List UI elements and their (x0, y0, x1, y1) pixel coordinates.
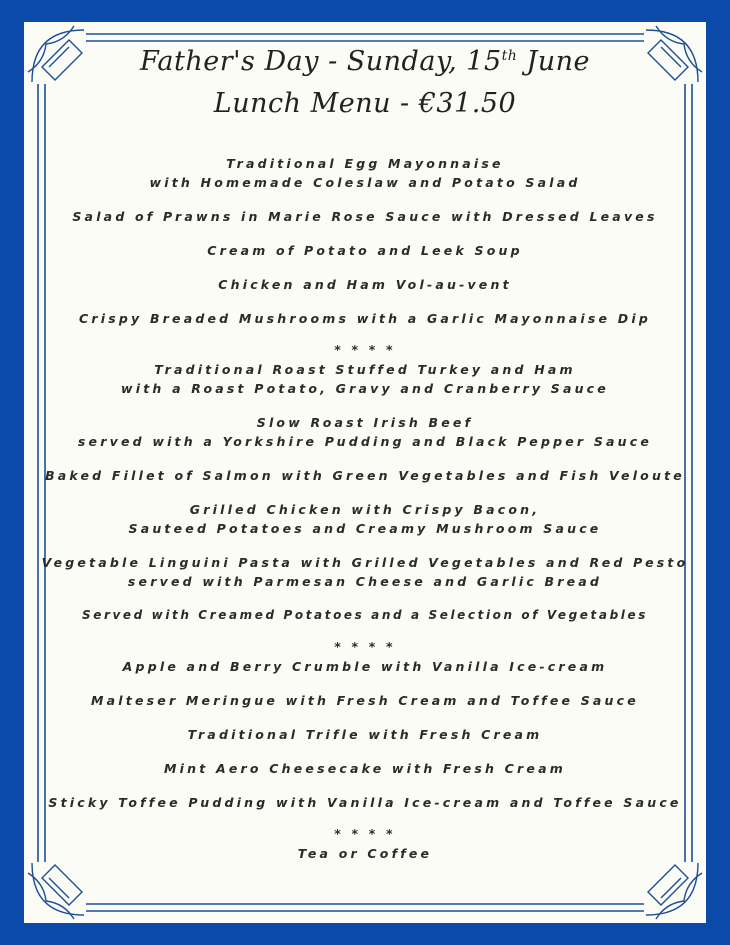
dessert-item (24, 691, 706, 710)
menu-item-line: served with Parmesan Cheese and Garlic Bread (127, 574, 603, 589)
menu-subtitle: Lunch Menu - €31.50 (213, 88, 517, 119)
title-month-text: June (526, 46, 590, 77)
dessert-item (24, 725, 706, 744)
section-separator: * * * * (334, 342, 396, 357)
tea-coffee (24, 844, 706, 863)
menu-item-line: with Homemade Coleslaw and Potato Salad (149, 175, 581, 190)
starter-item (24, 275, 706, 294)
starter-item (24, 309, 706, 328)
main-course-item (24, 500, 706, 538)
starter-item (24, 241, 706, 260)
menu-item-line: Apple and Berry Crumble with Vanilla Ice-cream (122, 659, 608, 674)
menu-item-line: Sticky Toffee Pudding with Vanilla Ice-cream and Toffee Sauce (48, 795, 682, 810)
main-course-item (24, 413, 706, 451)
main-course-item (24, 553, 706, 591)
starter-item (24, 207, 706, 226)
section-separator: * * * * (334, 639, 396, 654)
menu-item-line: Salad of Prawns in Marie Rose Sauce with Dressed Leaves (72, 209, 658, 224)
menu-item-line: Crispy Breaded Mushrooms with a Garlic Mayonnaise Dip (79, 311, 651, 326)
menu-page (24, 22, 706, 923)
title-date-text: Father's Day - Sunday, 15 (140, 46, 502, 77)
menu-item-line: Sauteed Potatoes and Creamy Mushroom Sauce (128, 521, 602, 536)
dessert-item (24, 793, 706, 812)
main-course-item (24, 360, 706, 398)
main-course-item (24, 466, 706, 485)
title-date-suffix: th (501, 48, 518, 64)
menu-body (24, 154, 706, 878)
menu-item-line: Traditional Roast Stuffed Turkey and Ham (154, 362, 576, 377)
menu-item-line: with a Roast Potato, Gravy and Cranberry Sauce (121, 381, 609, 396)
menu-item-line: Traditional Trifle with Fresh Cream (187, 727, 543, 742)
starter-item (24, 154, 706, 192)
menu-item-line: Grilled Chicken with Crispy Bacon, (189, 502, 541, 517)
menu-item-line: Slow Roast Irish Beef (256, 415, 474, 430)
menu-item-line: Malteser Meringue with Fresh Cream and Toffee Sauce (91, 693, 639, 708)
section-separator: * * * * (334, 826, 396, 841)
menu-item-line: Mint Aero Cheesecake with Fresh Cream (164, 761, 566, 776)
menu-item-line: Cream of Potato and Leek Soup (207, 243, 523, 258)
menu-item-line: Traditional Egg Mayonnaise (226, 156, 504, 171)
mains-note-text: Served with Creamed Potatoes and a Selection of Vegetables (82, 608, 648, 622)
tea-coffee-text: Tea or Coffee (297, 846, 433, 861)
menu-title (24, 46, 706, 77)
dessert-item (24, 657, 706, 676)
dessert-item (24, 759, 706, 778)
mains-note (24, 606, 706, 625)
menu-item-line: Baked Fillet of Salmon with Green Vegetables and Fish Veloute (45, 468, 685, 483)
menu-item-line: Chicken and Ham Vol-au-vent (218, 277, 512, 292)
menu-item-line: served with a Yorkshire Pudding and Black Pepper Sauce (77, 434, 653, 449)
menu-item-line: Vegetable Linguini Pasta with Grilled Vegetables and Red Pesto (41, 555, 689, 570)
